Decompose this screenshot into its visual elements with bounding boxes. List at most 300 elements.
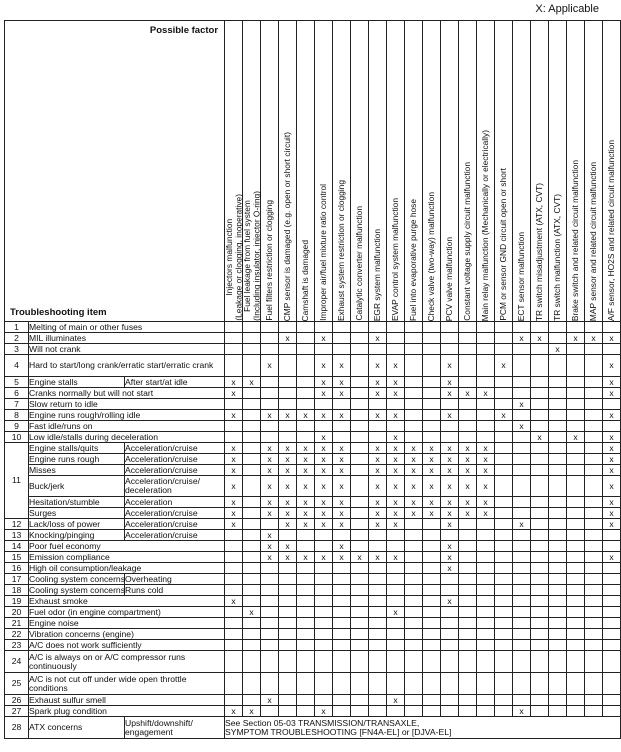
empty-cell bbox=[351, 497, 369, 508]
empty-cell bbox=[549, 421, 567, 432]
factor-label: ECT sensor malfunction bbox=[515, 231, 526, 321]
applicable-mark: x bbox=[423, 508, 441, 519]
applicable-mark: x bbox=[279, 333, 297, 344]
empty-cell bbox=[423, 618, 441, 629]
empty-cell bbox=[585, 629, 603, 640]
empty-cell bbox=[225, 355, 243, 377]
applicable-mark: x bbox=[459, 388, 477, 399]
empty-cell bbox=[603, 421, 621, 432]
applicable-mark: x bbox=[315, 355, 333, 377]
table-row bbox=[5, 717, 621, 739]
empty-cell bbox=[459, 574, 477, 585]
empty-cell bbox=[279, 695, 297, 706]
empty-cell bbox=[567, 399, 585, 410]
symptom-cell: Slow return to idle bbox=[29, 399, 225, 410]
empty-cell bbox=[351, 432, 369, 443]
table-row bbox=[5, 629, 621, 640]
applicable-mark: x bbox=[261, 443, 279, 454]
applicable-mark: x bbox=[333, 508, 351, 519]
factor-label: TR switch malfunction (ATX, CVT) bbox=[551, 194, 562, 321]
table-row bbox=[5, 476, 621, 497]
empty-cell bbox=[513, 465, 531, 476]
applicable-mark: x bbox=[423, 476, 441, 497]
table-row bbox=[5, 421, 621, 432]
applicable-mark: x bbox=[603, 465, 621, 476]
header-corner bbox=[5, 21, 225, 322]
empty-cell bbox=[513, 497, 531, 508]
empty-cell bbox=[225, 640, 243, 651]
applicable-mark: x bbox=[531, 432, 549, 443]
empty-cell bbox=[585, 355, 603, 377]
applicable-mark: x bbox=[315, 476, 333, 497]
empty-cell bbox=[279, 432, 297, 443]
row-number: 23 bbox=[5, 640, 29, 651]
empty-cell bbox=[603, 673, 621, 695]
applicable-mark: x bbox=[603, 388, 621, 399]
empty-cell bbox=[585, 706, 603, 717]
applicable-mark: x bbox=[441, 454, 459, 465]
row-number: 27 bbox=[5, 706, 29, 717]
empty-cell bbox=[459, 399, 477, 410]
symptom-cell: Cranks normally but will not start bbox=[29, 388, 225, 399]
empty-cell bbox=[315, 651, 333, 673]
empty-cell bbox=[585, 421, 603, 432]
empty-cell bbox=[405, 322, 423, 333]
empty-cell bbox=[351, 476, 369, 497]
applicable-mark: x bbox=[441, 552, 459, 563]
empty-cell bbox=[549, 388, 567, 399]
row-number: 25 bbox=[5, 673, 29, 695]
empty-cell bbox=[585, 322, 603, 333]
factor-label: A/F sensor, HO2S and related circuit malfunction bbox=[605, 139, 616, 321]
empty-cell bbox=[549, 410, 567, 421]
empty-cell bbox=[261, 618, 279, 629]
row-number: 22 bbox=[5, 629, 29, 640]
applicable-mark: x bbox=[369, 497, 387, 508]
applicable-mark: x bbox=[603, 377, 621, 388]
empty-cell bbox=[279, 629, 297, 640]
symptom-cell: Emission compliance bbox=[29, 552, 225, 563]
table-row bbox=[5, 673, 621, 695]
empty-cell bbox=[243, 585, 261, 596]
table-row bbox=[5, 695, 621, 706]
applicable-mark: x bbox=[333, 497, 351, 508]
applicable-mark: x bbox=[315, 552, 333, 563]
empty-cell bbox=[243, 530, 261, 541]
empty-cell bbox=[423, 640, 441, 651]
row-number: 7 bbox=[5, 399, 29, 410]
empty-cell bbox=[423, 333, 441, 344]
empty-cell bbox=[441, 574, 459, 585]
empty-cell bbox=[279, 421, 297, 432]
empty-cell bbox=[387, 322, 405, 333]
empty-cell bbox=[279, 596, 297, 607]
empty-cell bbox=[549, 519, 567, 530]
condition-cell: Overheating bbox=[125, 574, 225, 585]
table-row bbox=[5, 333, 621, 344]
empty-cell bbox=[423, 344, 441, 355]
empty-cell bbox=[333, 618, 351, 629]
empty-cell bbox=[333, 563, 351, 574]
empty-cell bbox=[423, 574, 441, 585]
empty-cell bbox=[297, 377, 315, 388]
empty-cell bbox=[459, 377, 477, 388]
applicable-mark: x bbox=[333, 454, 351, 465]
empty-cell bbox=[531, 465, 549, 476]
row-number: 10 bbox=[5, 432, 29, 443]
empty-cell bbox=[243, 344, 261, 355]
empty-cell bbox=[423, 541, 441, 552]
empty-cell bbox=[261, 574, 279, 585]
empty-cell bbox=[405, 519, 423, 530]
empty-cell bbox=[315, 399, 333, 410]
applicable-mark: x bbox=[333, 355, 351, 377]
factor-label: Fuel leakage from fuel system bbox=[242, 200, 253, 312]
factor-header bbox=[225, 21, 243, 322]
applicable-mark: x bbox=[387, 508, 405, 519]
empty-cell bbox=[459, 552, 477, 563]
empty-cell bbox=[477, 432, 495, 443]
empty-cell bbox=[405, 651, 423, 673]
empty-cell bbox=[405, 574, 423, 585]
symptom-cell: Exhaust smoke bbox=[29, 596, 225, 607]
applicable-mark: x bbox=[387, 443, 405, 454]
condition-cell: Acceleration/cruise bbox=[125, 465, 225, 476]
empty-cell bbox=[531, 530, 549, 541]
row-number: 19 bbox=[5, 596, 29, 607]
empty-cell bbox=[387, 541, 405, 552]
table-row bbox=[5, 541, 621, 552]
empty-cell bbox=[567, 443, 585, 454]
applicable-mark: x bbox=[225, 476, 243, 497]
factor-header bbox=[423, 21, 441, 322]
empty-cell bbox=[495, 454, 513, 465]
empty-cell bbox=[459, 432, 477, 443]
empty-cell bbox=[477, 399, 495, 410]
applicable-mark: x bbox=[315, 706, 333, 717]
empty-cell bbox=[603, 596, 621, 607]
empty-cell bbox=[459, 344, 477, 355]
empty-cell bbox=[333, 344, 351, 355]
empty-cell bbox=[585, 673, 603, 695]
applicable-mark: x bbox=[477, 497, 495, 508]
empty-cell bbox=[531, 640, 549, 651]
empty-cell bbox=[405, 355, 423, 377]
empty-cell bbox=[243, 355, 261, 377]
empty-cell bbox=[297, 607, 315, 618]
empty-cell bbox=[261, 399, 279, 410]
empty-cell bbox=[279, 607, 297, 618]
empty-cell bbox=[567, 563, 585, 574]
empty-cell bbox=[585, 618, 603, 629]
empty-cell bbox=[495, 476, 513, 497]
applicable-mark: x bbox=[387, 497, 405, 508]
factor-header bbox=[495, 21, 513, 322]
empty-cell bbox=[243, 673, 261, 695]
empty-cell bbox=[369, 344, 387, 355]
empty-cell bbox=[333, 399, 351, 410]
empty-cell bbox=[297, 421, 315, 432]
empty-cell bbox=[351, 377, 369, 388]
empty-cell bbox=[387, 706, 405, 717]
empty-cell bbox=[495, 574, 513, 585]
empty-cell bbox=[477, 355, 495, 377]
empty-cell bbox=[297, 596, 315, 607]
factor-header bbox=[477, 21, 495, 322]
empty-cell bbox=[297, 344, 315, 355]
table-row bbox=[5, 618, 621, 629]
applicable-mark: x bbox=[297, 508, 315, 519]
empty-cell bbox=[513, 596, 531, 607]
factor-label: (Leakage or clogging, inoperative) bbox=[233, 194, 244, 321]
empty-cell bbox=[531, 629, 549, 640]
empty-cell bbox=[315, 629, 333, 640]
empty-cell bbox=[513, 607, 531, 618]
factor-header bbox=[459, 21, 477, 322]
table-row bbox=[5, 552, 621, 563]
empty-cell bbox=[567, 629, 585, 640]
empty-cell bbox=[297, 706, 315, 717]
factor-label: Catalytic converter malfunction bbox=[353, 206, 364, 321]
empty-cell bbox=[567, 410, 585, 421]
empty-cell bbox=[549, 541, 567, 552]
table-row bbox=[5, 497, 621, 508]
factor-header bbox=[531, 21, 549, 322]
empty-cell bbox=[441, 585, 459, 596]
empty-cell bbox=[279, 651, 297, 673]
empty-cell bbox=[315, 322, 333, 333]
empty-cell bbox=[513, 344, 531, 355]
empty-cell bbox=[405, 706, 423, 717]
symptom-cell: Engine stalls/quits bbox=[29, 443, 125, 454]
empty-cell bbox=[315, 618, 333, 629]
applicable-mark: x bbox=[315, 377, 333, 388]
empty-cell bbox=[495, 673, 513, 695]
empty-cell bbox=[423, 519, 441, 530]
table-row bbox=[5, 355, 621, 377]
empty-cell bbox=[585, 574, 603, 585]
applicable-mark: x bbox=[441, 388, 459, 399]
condition-cell: Acceleration/cruise bbox=[125, 530, 225, 541]
empty-cell bbox=[495, 432, 513, 443]
applicable-mark: x bbox=[243, 607, 261, 618]
factor-label: EGR system malfunction bbox=[371, 228, 382, 321]
symptom-cell: Poor fuel economy bbox=[29, 541, 225, 552]
empty-cell bbox=[585, 585, 603, 596]
empty-cell bbox=[243, 651, 261, 673]
applicable-mark: x bbox=[441, 355, 459, 377]
applicable-mark: x bbox=[441, 497, 459, 508]
empty-cell bbox=[495, 552, 513, 563]
applicable-mark: x bbox=[225, 508, 243, 519]
empty-cell bbox=[495, 640, 513, 651]
empty-cell bbox=[567, 465, 585, 476]
empty-cell bbox=[387, 629, 405, 640]
applicable-mark: x bbox=[603, 333, 621, 344]
empty-cell bbox=[603, 322, 621, 333]
empty-cell bbox=[441, 607, 459, 618]
empty-cell bbox=[495, 706, 513, 717]
applicable-mark: x bbox=[279, 454, 297, 465]
empty-cell bbox=[549, 399, 567, 410]
empty-cell bbox=[351, 706, 369, 717]
empty-cell bbox=[549, 618, 567, 629]
empty-cell bbox=[315, 421, 333, 432]
factor-header bbox=[243, 21, 261, 322]
empty-cell bbox=[477, 585, 495, 596]
applicable-mark: x bbox=[585, 333, 603, 344]
empty-cell bbox=[513, 552, 531, 563]
empty-cell bbox=[351, 465, 369, 476]
applicable-mark: x bbox=[261, 454, 279, 465]
applicable-mark: x bbox=[315, 508, 333, 519]
empty-cell bbox=[585, 695, 603, 706]
applicable-mark: x bbox=[225, 596, 243, 607]
empty-cell bbox=[531, 695, 549, 706]
empty-cell bbox=[441, 322, 459, 333]
empty-cell bbox=[531, 454, 549, 465]
empty-cell bbox=[225, 618, 243, 629]
empty-cell bbox=[531, 618, 549, 629]
factor-header bbox=[441, 21, 459, 322]
factor-label: CMP sensor is damaged (e.g. open or short circuit) bbox=[281, 131, 292, 321]
applicable-mark: x bbox=[369, 465, 387, 476]
empty-cell bbox=[225, 629, 243, 640]
empty-cell bbox=[567, 388, 585, 399]
table-row bbox=[5, 585, 621, 596]
empty-cell bbox=[441, 640, 459, 651]
applicable-mark: x bbox=[387, 432, 405, 443]
empty-cell bbox=[459, 640, 477, 651]
reference-note bbox=[225, 717, 621, 739]
empty-cell bbox=[495, 399, 513, 410]
empty-cell bbox=[261, 596, 279, 607]
applicable-mark: x bbox=[297, 454, 315, 465]
empty-cell bbox=[333, 596, 351, 607]
row-number: 2 bbox=[5, 333, 29, 344]
applicable-mark: x bbox=[387, 454, 405, 465]
factor-label: Fuel filters restriction or clogging bbox=[263, 200, 274, 321]
empty-cell bbox=[459, 410, 477, 421]
row-number: 28 bbox=[5, 717, 29, 739]
empty-cell bbox=[297, 618, 315, 629]
empty-cell bbox=[351, 618, 369, 629]
empty-cell bbox=[423, 651, 441, 673]
empty-cell bbox=[387, 530, 405, 541]
row-number: 16 bbox=[5, 563, 29, 574]
empty-cell bbox=[513, 673, 531, 695]
empty-cell bbox=[297, 673, 315, 695]
empty-cell bbox=[405, 585, 423, 596]
empty-cell bbox=[603, 585, 621, 596]
factor-label: Injectors malfunction bbox=[224, 219, 235, 297]
symptom-cell: Surges bbox=[29, 508, 125, 519]
empty-cell bbox=[333, 432, 351, 443]
empty-cell bbox=[567, 344, 585, 355]
empty-cell bbox=[225, 421, 243, 432]
empty-cell bbox=[405, 333, 423, 344]
empty-cell bbox=[423, 585, 441, 596]
applicable-mark: x bbox=[369, 388, 387, 399]
factor-label: MAP sensor and related circuit malfunction bbox=[587, 161, 598, 321]
empty-cell bbox=[351, 443, 369, 454]
empty-cell bbox=[513, 640, 531, 651]
table-row bbox=[5, 596, 621, 607]
empty-cell bbox=[477, 333, 495, 344]
applicable-mark: x bbox=[333, 476, 351, 497]
empty-cell bbox=[495, 563, 513, 574]
applicable-mark: x bbox=[387, 607, 405, 618]
empty-cell bbox=[459, 618, 477, 629]
applicable-mark: x bbox=[459, 454, 477, 465]
empty-cell bbox=[495, 465, 513, 476]
empty-cell bbox=[387, 333, 405, 344]
empty-cell bbox=[261, 322, 279, 333]
applicable-mark: x bbox=[261, 530, 279, 541]
symptom-cell: Engine runs rough bbox=[29, 454, 125, 465]
applicable-mark: x bbox=[297, 443, 315, 454]
table-row bbox=[5, 640, 621, 651]
empty-cell bbox=[477, 344, 495, 355]
empty-cell bbox=[459, 706, 477, 717]
empty-cell bbox=[585, 563, 603, 574]
empty-cell bbox=[261, 629, 279, 640]
empty-cell bbox=[567, 651, 585, 673]
empty-cell bbox=[297, 333, 315, 344]
applicable-mark: x bbox=[369, 410, 387, 421]
applicable-mark: x bbox=[513, 706, 531, 717]
empty-cell bbox=[387, 585, 405, 596]
applicable-mark: x bbox=[225, 706, 243, 717]
symptom-cell: Cooling system concerns bbox=[29, 584, 126, 595]
empty-cell bbox=[495, 333, 513, 344]
applicable-mark: x bbox=[315, 465, 333, 476]
factor-header bbox=[261, 21, 279, 322]
empty-cell bbox=[567, 673, 585, 695]
empty-cell bbox=[369, 574, 387, 585]
applicable-mark: x bbox=[315, 410, 333, 421]
empty-cell bbox=[225, 541, 243, 552]
table-row bbox=[5, 465, 621, 476]
empty-cell bbox=[549, 651, 567, 673]
symptom-cell: Cooling system concerns bbox=[29, 573, 126, 584]
empty-cell bbox=[369, 673, 387, 695]
applicable-mark: x bbox=[333, 519, 351, 530]
empty-cell bbox=[441, 673, 459, 695]
empty-cell bbox=[477, 618, 495, 629]
reference-line: See Section 05-03 TRANSMISSION/TRANSAXLE, bbox=[225, 717, 420, 728]
empty-cell bbox=[531, 596, 549, 607]
empty-cell bbox=[423, 607, 441, 618]
empty-cell bbox=[387, 574, 405, 585]
symptom-cell: Fuel odor (in engine compartment) bbox=[29, 607, 225, 618]
empty-cell bbox=[297, 530, 315, 541]
factor-label: PCV valve malfunction bbox=[443, 236, 454, 321]
applicable-mark: x bbox=[279, 541, 297, 552]
applicable-mark: x bbox=[225, 519, 243, 530]
empty-cell bbox=[369, 706, 387, 717]
applicable-mark: x bbox=[567, 333, 585, 344]
empty-cell bbox=[297, 399, 315, 410]
empty-cell bbox=[405, 410, 423, 421]
factor-header bbox=[405, 21, 423, 322]
empty-cell bbox=[585, 541, 603, 552]
applicable-mark: x bbox=[567, 432, 585, 443]
empty-cell bbox=[297, 629, 315, 640]
empty-cell bbox=[477, 410, 495, 421]
reference-line: SYMPTOM TROUBLESHOOTING [FN4A-EL] or [DJVA-EL] bbox=[225, 726, 452, 737]
symptom-cell: Fast idle/runs on bbox=[29, 421, 225, 432]
